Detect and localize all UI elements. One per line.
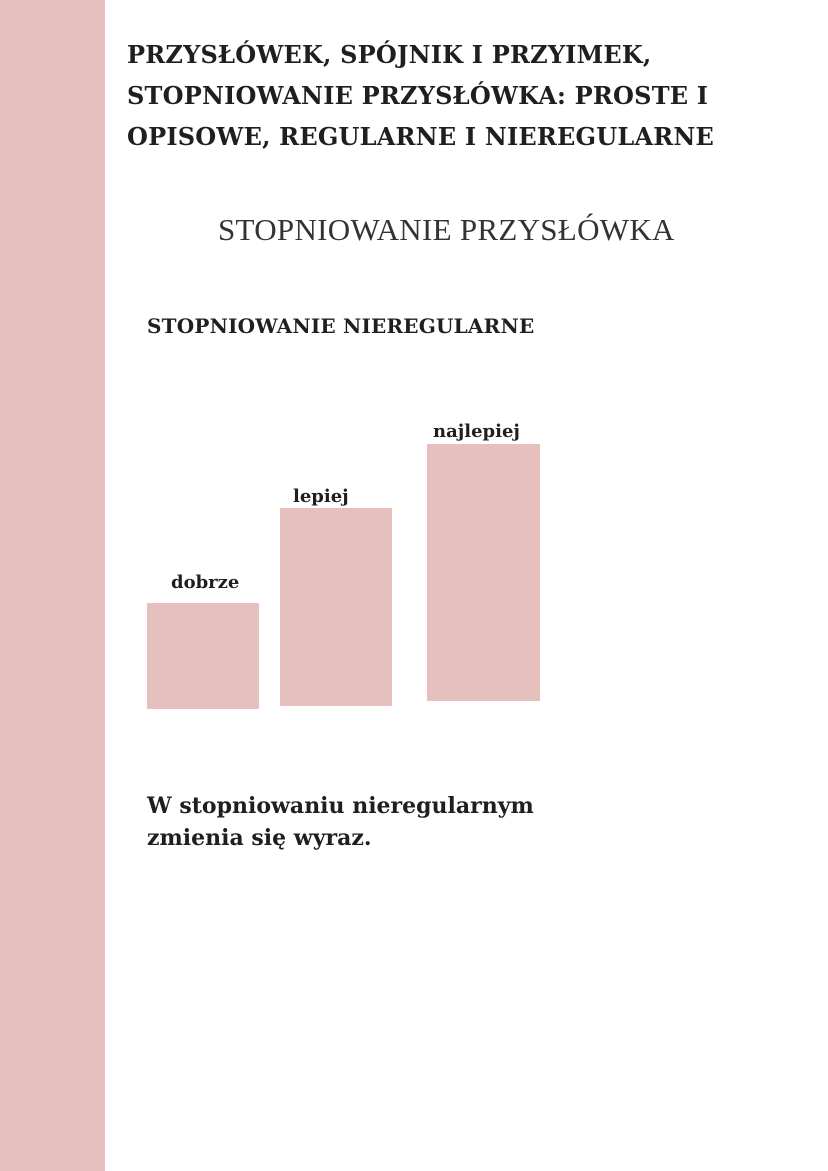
degree-step-comparative: [280, 508, 392, 706]
page-title: PRZYSŁÓWEK, SPÓJNIK I PRZYIMEK, STOPNIOWANIE PRZYSŁÓWKA: PROSTE I OPISOWE, REGULARNE I NIEREGULARNE: [127, 40, 715, 151]
degree-step-superlative: [427, 444, 540, 701]
subsection-title: STOPNIOWANIE NIEREGULARNE: [147, 314, 535, 338]
degree-label-superlative: najlepiej: [433, 421, 520, 442]
section-title: STOPNIOWANIE PRZYSŁÓWKA: [218, 212, 675, 247]
degree-label-comparative: lepiej: [293, 486, 349, 507]
degree-label-positive: dobrze: [171, 572, 240, 593]
sidebar-accent-strip: [0, 0, 105, 1171]
degree-step-positive: [147, 603, 259, 709]
summary-text: W stopniowaniu nieregularnym zmienia się wyraz.: [147, 793, 534, 851]
